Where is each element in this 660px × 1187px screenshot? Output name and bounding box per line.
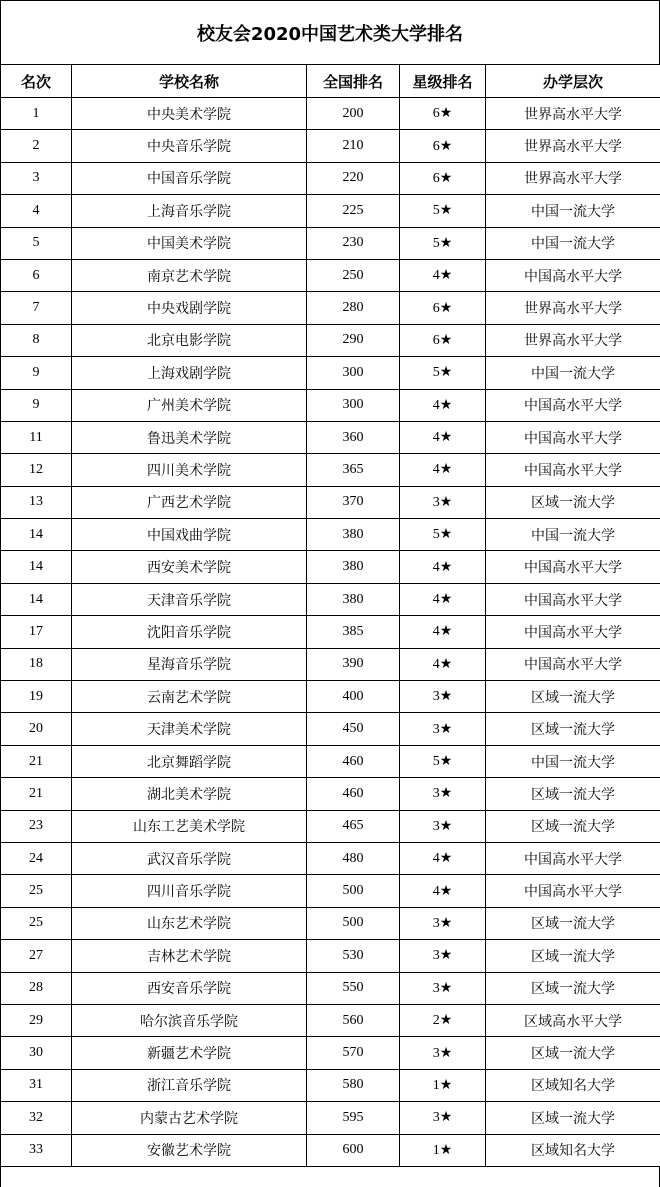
table-row <box>1 940 660 972</box>
cell-school: 湖北美术学院 <box>72 778 307 810</box>
cell-national-rank: 580 <box>307 1069 400 1101</box>
cell-star-rank <box>400 713 486 745</box>
table-row <box>1 486 660 518</box>
star-icon: ★ <box>440 139 453 154</box>
star-icon: ★ <box>440 1110 453 1125</box>
cell-level: 中国一流大学 <box>486 227 660 259</box>
cell-school: 武汉音乐学院 <box>72 842 307 874</box>
header-rank: 名次 <box>1 65 72 98</box>
cell-school: 四川美术学院 <box>72 454 307 486</box>
cell-school: 内蒙古艺术学院 <box>72 1102 307 1134</box>
star-icon: ★ <box>440 301 453 316</box>
star-count: 3 <box>433 495 440 510</box>
cell-rank: 9 <box>1 357 72 389</box>
cell-level: 世界高水平大学 <box>486 324 660 356</box>
star-icon: ★ <box>440 527 453 542</box>
star-count: 3 <box>433 786 440 801</box>
cell-star-rank <box>400 98 486 130</box>
table-row <box>1 421 660 453</box>
table-row <box>1 1037 660 1069</box>
table-row <box>1 195 660 227</box>
header-level: 办学层次 <box>486 65 660 98</box>
cell-national-rank: 385 <box>307 616 400 648</box>
cell-school: 南京艺术学院 <box>72 259 307 291</box>
cell-star-rank <box>400 875 486 907</box>
cell-star-rank <box>400 292 486 324</box>
cell-school: 上海戏剧学院 <box>72 357 307 389</box>
cell-rank: 24 <box>1 842 72 874</box>
cell-rank: 9 <box>1 389 72 421</box>
star-icon: ★ <box>440 1143 453 1158</box>
star-icon: ★ <box>440 1078 453 1093</box>
cell-rank: 33 <box>1 1134 72 1166</box>
table-row <box>1 972 660 1004</box>
cell-school: 中国音乐学院 <box>72 162 307 194</box>
cell-rank: 8 <box>1 324 72 356</box>
cell-national-rank: 600 <box>307 1134 400 1166</box>
star-count: 5 <box>433 527 440 542</box>
table-row <box>1 259 660 291</box>
star-icon: ★ <box>440 430 453 445</box>
cell-level: 世界高水平大学 <box>486 292 660 324</box>
table-body <box>1 98 660 1167</box>
cell-school: 沈阳音乐学院 <box>72 616 307 648</box>
cell-school: 浙江音乐学院 <box>72 1069 307 1101</box>
cell-national-rank: 230 <box>307 227 400 259</box>
table-row <box>1 551 660 583</box>
cell-school: 中国美术学院 <box>72 227 307 259</box>
cell-star-rank <box>400 454 486 486</box>
star-icon: ★ <box>440 819 453 834</box>
cell-star-rank <box>400 357 486 389</box>
star-count: 5 <box>433 365 440 380</box>
cell-national-rank: 380 <box>307 551 400 583</box>
cell-national-rank: 250 <box>307 259 400 291</box>
cell-level: 中国高水平大学 <box>486 583 660 615</box>
star-count: 3 <box>433 1110 440 1125</box>
cell-school: 北京舞蹈学院 <box>72 745 307 777</box>
cell-rank: 3 <box>1 162 72 194</box>
cell-national-rank: 380 <box>307 519 400 551</box>
cell-school: 四川音乐学院 <box>72 875 307 907</box>
cell-school: 北京电影学院 <box>72 324 307 356</box>
cell-national-rank: 220 <box>307 162 400 194</box>
cell-rank: 23 <box>1 810 72 842</box>
star-icon: ★ <box>440 236 453 251</box>
cell-star-rank <box>400 421 486 453</box>
cell-rank: 5 <box>1 227 72 259</box>
cell-national-rank: 225 <box>307 195 400 227</box>
star-count: 5 <box>433 754 440 769</box>
cell-star-rank <box>400 745 486 777</box>
cell-star-rank <box>400 551 486 583</box>
cell-star-rank <box>400 681 486 713</box>
table-row <box>1 357 660 389</box>
table-row <box>1 713 660 745</box>
star-icon: ★ <box>440 722 453 737</box>
table-row <box>1 130 660 162</box>
star-icon: ★ <box>440 657 453 672</box>
cell-national-rank: 365 <box>307 454 400 486</box>
star-count: 4 <box>433 268 440 283</box>
cell-level: 中国高水平大学 <box>486 842 660 874</box>
star-icon: ★ <box>440 981 453 996</box>
cell-national-rank: 390 <box>307 648 400 680</box>
cell-level: 中国一流大学 <box>486 195 660 227</box>
cell-rank: 25 <box>1 907 72 939</box>
star-count: 4 <box>433 560 440 575</box>
cell-rank: 27 <box>1 940 72 972</box>
table-row <box>1 454 660 486</box>
cell-school: 天津美术学院 <box>72 713 307 745</box>
star-icon: ★ <box>440 916 453 931</box>
cell-level: 区域一流大学 <box>486 1037 660 1069</box>
cell-school: 西安音乐学院 <box>72 972 307 1004</box>
star-icon: ★ <box>440 851 453 866</box>
cell-level: 区域一流大学 <box>486 713 660 745</box>
cell-star-rank <box>400 227 486 259</box>
table-row <box>1 1102 660 1134</box>
cell-star-rank <box>400 162 486 194</box>
cell-school: 山东工艺美术学院 <box>72 810 307 842</box>
cell-national-rank: 480 <box>307 842 400 874</box>
star-icon: ★ <box>440 171 453 186</box>
cell-rank: 4 <box>1 195 72 227</box>
cell-level: 区域一流大学 <box>486 681 660 713</box>
cell-national-rank: 380 <box>307 583 400 615</box>
cell-school: 安徽艺术学院 <box>72 1134 307 1166</box>
star-count: 4 <box>433 398 440 413</box>
cell-star-rank <box>400 324 486 356</box>
cell-school: 中央音乐学院 <box>72 130 307 162</box>
cell-level: 区域一流大学 <box>486 1102 660 1134</box>
star-count: 6 <box>433 171 440 186</box>
star-icon: ★ <box>440 1013 453 1028</box>
cell-school: 星海音乐学院 <box>72 648 307 680</box>
cell-star-rank <box>400 486 486 518</box>
star-count: 4 <box>433 592 440 607</box>
star-count: 6 <box>433 139 440 154</box>
cell-school: 广西艺术学院 <box>72 486 307 518</box>
table-row <box>1 1069 660 1101</box>
cell-rank: 30 <box>1 1037 72 1069</box>
cell-rank: 11 <box>1 421 72 453</box>
cell-national-rank: 290 <box>307 324 400 356</box>
cell-level: 中国高水平大学 <box>486 616 660 648</box>
cell-rank: 13 <box>1 486 72 518</box>
cell-school: 云南艺术学院 <box>72 681 307 713</box>
cell-national-rank: 280 <box>307 292 400 324</box>
table-row <box>1 292 660 324</box>
star-icon: ★ <box>440 333 453 348</box>
cell-school: 吉林艺术学院 <box>72 940 307 972</box>
cell-school: 上海音乐学院 <box>72 195 307 227</box>
star-icon: ★ <box>440 203 453 218</box>
cell-school: 新疆艺术学院 <box>72 1037 307 1069</box>
cell-level: 中国高水平大学 <box>486 259 660 291</box>
star-count: 1 <box>433 1143 440 1158</box>
table-row <box>1 875 660 907</box>
star-count: 1 <box>433 1078 440 1093</box>
cell-national-rank: 595 <box>307 1102 400 1134</box>
cell-school: 中国戏曲学院 <box>72 519 307 551</box>
cell-level: 区域一流大学 <box>486 810 660 842</box>
table-row <box>1 681 660 713</box>
star-count: 5 <box>433 203 440 218</box>
cell-school: 中央戏剧学院 <box>72 292 307 324</box>
cell-star-rank <box>400 389 486 421</box>
star-icon: ★ <box>440 495 453 510</box>
star-icon: ★ <box>440 398 453 413</box>
cell-national-rank: 400 <box>307 681 400 713</box>
cell-star-rank <box>400 130 486 162</box>
cell-rank: 28 <box>1 972 72 1004</box>
cell-national-rank: 550 <box>307 972 400 1004</box>
table-row <box>1 648 660 680</box>
cell-school: 天津音乐学院 <box>72 583 307 615</box>
cell-star-rank <box>400 842 486 874</box>
star-count: 6 <box>433 333 440 348</box>
cell-national-rank: 210 <box>307 130 400 162</box>
cell-level: 中国一流大学 <box>486 519 660 551</box>
header-star-rank: 星级排名 <box>400 65 486 98</box>
star-icon: ★ <box>440 560 453 575</box>
header-school: 学校名称 <box>72 65 307 98</box>
cell-rank: 18 <box>1 648 72 680</box>
cell-rank: 6 <box>1 259 72 291</box>
cell-star-rank <box>400 778 486 810</box>
cell-star-rank <box>400 616 486 648</box>
cell-level: 世界高水平大学 <box>486 130 660 162</box>
cell-level: 中国高水平大学 <box>486 648 660 680</box>
cell-rank: 20 <box>1 713 72 745</box>
star-count: 4 <box>433 624 440 639</box>
cell-level: 区域一流大学 <box>486 486 660 518</box>
cell-national-rank: 460 <box>307 778 400 810</box>
table-row <box>1 324 660 356</box>
cell-national-rank: 450 <box>307 713 400 745</box>
star-count: 3 <box>433 1046 440 1061</box>
star-icon: ★ <box>440 365 453 380</box>
cell-rank: 29 <box>1 1004 72 1036</box>
cell-level: 区域一流大学 <box>486 940 660 972</box>
cell-national-rank: 300 <box>307 389 400 421</box>
cell-rank: 21 <box>1 778 72 810</box>
table-row <box>1 162 660 194</box>
cell-rank: 19 <box>1 681 72 713</box>
star-count: 3 <box>433 819 440 834</box>
table-row <box>1 1004 660 1036</box>
cell-national-rank: 570 <box>307 1037 400 1069</box>
cell-level: 中国一流大学 <box>486 745 660 777</box>
ranking-table <box>0 64 660 1167</box>
cell-level: 区域一流大学 <box>486 972 660 1004</box>
cell-rank: 17 <box>1 616 72 648</box>
cell-rank: 14 <box>1 551 72 583</box>
cell-star-rank <box>400 810 486 842</box>
star-count: 3 <box>433 981 440 996</box>
cell-star-rank <box>400 259 486 291</box>
star-count: 3 <box>433 722 440 737</box>
star-icon: ★ <box>440 462 453 477</box>
cell-rank: 21 <box>1 745 72 777</box>
cell-level: 世界高水平大学 <box>486 98 660 130</box>
star-count: 6 <box>433 106 440 121</box>
table-row <box>1 907 660 939</box>
star-count: 3 <box>433 689 440 704</box>
table-row <box>1 583 660 615</box>
star-icon: ★ <box>440 1046 453 1061</box>
cell-star-rank <box>400 1004 486 1036</box>
cell-school: 鲁迅美术学院 <box>72 421 307 453</box>
cell-rank: 2 <box>1 130 72 162</box>
cell-star-rank <box>400 1134 486 1166</box>
star-count: 4 <box>433 851 440 866</box>
cell-rank: 31 <box>1 1069 72 1101</box>
star-icon: ★ <box>440 884 453 899</box>
cell-rank: 25 <box>1 875 72 907</box>
cell-school: 山东艺术学院 <box>72 907 307 939</box>
cell-star-rank <box>400 648 486 680</box>
cell-star-rank <box>400 195 486 227</box>
star-count: 2 <box>433 1013 440 1028</box>
cell-level: 区域知名大学 <box>486 1069 660 1101</box>
cell-national-rank: 560 <box>307 1004 400 1036</box>
cell-star-rank <box>400 907 486 939</box>
cell-level: 中国高水平大学 <box>486 389 660 421</box>
star-count: 6 <box>433 301 440 316</box>
cell-level: 区域高水平大学 <box>486 1004 660 1036</box>
star-icon: ★ <box>440 948 453 963</box>
cell-level: 中国高水平大学 <box>486 454 660 486</box>
cell-school: 哈尔滨音乐学院 <box>72 1004 307 1036</box>
cell-national-rank: 465 <box>307 810 400 842</box>
header-national-rank: 全国排名 <box>307 65 400 98</box>
cell-star-rank <box>400 1069 486 1101</box>
cell-level: 区域一流大学 <box>486 907 660 939</box>
star-count: 3 <box>433 948 440 963</box>
table-row <box>1 745 660 777</box>
cell-star-rank <box>400 583 486 615</box>
cell-school: 广州美术学院 <box>72 389 307 421</box>
star-icon: ★ <box>440 689 453 704</box>
cell-level: 区域知名大学 <box>486 1134 660 1166</box>
table-row <box>1 98 660 130</box>
table-row <box>1 842 660 874</box>
cell-star-rank <box>400 519 486 551</box>
table-row <box>1 389 660 421</box>
cell-level: 区域一流大学 <box>486 778 660 810</box>
star-count: 4 <box>433 430 440 445</box>
star-count: 4 <box>433 884 440 899</box>
cell-rank: 14 <box>1 519 72 551</box>
cell-rank: 7 <box>1 292 72 324</box>
cell-school: 西安美术学院 <box>72 551 307 583</box>
cell-level: 中国高水平大学 <box>486 421 660 453</box>
cell-rank: 14 <box>1 583 72 615</box>
star-icon: ★ <box>440 624 453 639</box>
cell-level: 世界高水平大学 <box>486 162 660 194</box>
cell-star-rank <box>400 1102 486 1134</box>
cell-national-rank: 200 <box>307 98 400 130</box>
cell-rank: 32 <box>1 1102 72 1134</box>
star-icon: ★ <box>440 592 453 607</box>
cell-national-rank: 460 <box>307 745 400 777</box>
table-row <box>1 778 660 810</box>
header-row <box>1 65 660 98</box>
cell-national-rank: 500 <box>307 907 400 939</box>
cell-level: 中国高水平大学 <box>486 875 660 907</box>
cell-national-rank: 360 <box>307 421 400 453</box>
star-icon: ★ <box>440 786 453 801</box>
cell-national-rank: 370 <box>307 486 400 518</box>
cell-rank: 1 <box>1 98 72 130</box>
table-row <box>1 227 660 259</box>
table-row <box>1 616 660 648</box>
star-icon: ★ <box>440 754 453 769</box>
table-title: 校友会2020中国艺术类大学排名 <box>0 0 660 64</box>
cell-national-rank: 530 <box>307 940 400 972</box>
cell-national-rank: 500 <box>307 875 400 907</box>
cell-level: 中国高水平大学 <box>486 551 660 583</box>
star-icon: ★ <box>440 268 453 283</box>
table-row <box>1 810 660 842</box>
cell-star-rank <box>400 972 486 1004</box>
cell-rank: 12 <box>1 454 72 486</box>
cell-level: 中国一流大学 <box>486 357 660 389</box>
cell-national-rank: 300 <box>307 357 400 389</box>
table-row <box>1 1134 660 1166</box>
star-count: 5 <box>433 236 440 251</box>
star-count: 4 <box>433 462 440 477</box>
table-row <box>1 519 660 551</box>
cell-star-rank <box>400 940 486 972</box>
star-count: 4 <box>433 657 440 672</box>
star-icon: ★ <box>440 106 453 121</box>
table-tail <box>0 1167 660 1187</box>
star-count: 3 <box>433 916 440 931</box>
cell-star-rank <box>400 1037 486 1069</box>
cell-school: 中央美术学院 <box>72 98 307 130</box>
